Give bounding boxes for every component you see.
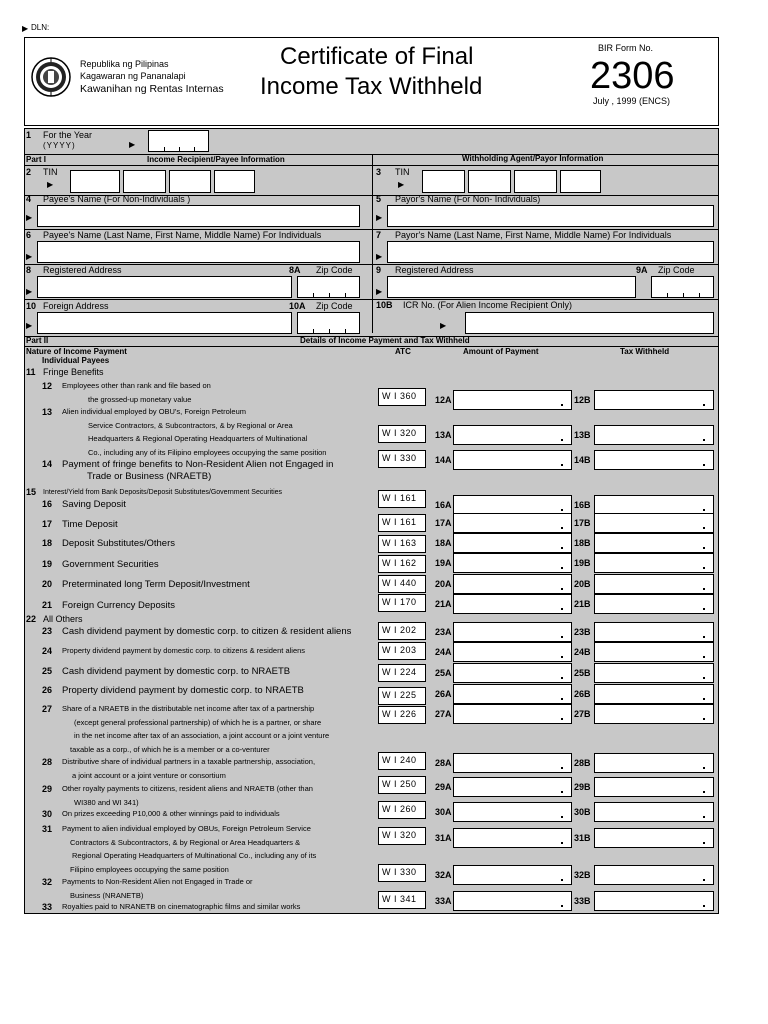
payee-name-nonind-arrow-icon: ▶	[26, 213, 33, 222]
payor-name-nonind-label: Payor's Name (For Non- Individuals)	[395, 194, 541, 204]
group-15-label: Interest/Yield from Bank Deposits/Deposit Substitutes/Government Securities	[43, 489, 283, 496]
row-26-atc: W I 225	[378, 687, 426, 705]
decimal-point	[561, 547, 563, 549]
row-20-desc: Preterminated long Term Deposit/Investment	[62, 579, 250, 590]
row-25-amount-label: 25A	[435, 668, 452, 678]
row-33-amount-input[interactable]	[453, 891, 572, 911]
row-21-tax-input[interactable]	[594, 594, 714, 614]
row-25-desc: Cash dividend payment by domestic corp. to NRAETB	[62, 666, 291, 677]
individual-payees-subheading: Individual Payees	[42, 356, 110, 365]
row-31-desc: Filipino employees occupying the same position	[70, 864, 229, 874]
row-31-amount-label: 31A	[435, 833, 452, 843]
row-28-amount-label: 28A	[435, 758, 452, 768]
row-18-atc: W I 163	[378, 535, 426, 553]
decimal-point	[703, 791, 705, 793]
decimal-point	[561, 677, 563, 679]
item-4-num: 4	[26, 194, 32, 204]
item-1-num: 1	[26, 130, 32, 140]
col-tax-header: Tax Withheld	[620, 347, 670, 356]
row-13-num: 13	[42, 407, 53, 417]
row-33-tax-input[interactable]	[594, 891, 714, 911]
payee-tin-label: TIN	[43, 167, 58, 177]
item-3-num: 3	[376, 167, 382, 177]
part1-right-title: Withholding Agent/Payor Information	[462, 154, 604, 163]
item-9-num: 9	[376, 265, 382, 275]
row-26-amount-input[interactable]	[453, 684, 572, 704]
form-number-label: BIR Form No.	[598, 43, 654, 53]
item-10a-num: 10A	[289, 301, 306, 311]
row-21-amount-label: 21A	[435, 599, 452, 609]
decimal-point	[703, 527, 705, 529]
decimal-point	[561, 404, 563, 406]
icr-arrow-icon: ▶	[440, 321, 447, 330]
row-32-tax-input[interactable]	[594, 865, 714, 885]
decimal-point	[703, 588, 705, 590]
year-format: (YYYY)	[43, 141, 76, 150]
row-12-desc: Employees other than rank and file based on	[62, 381, 211, 390]
row-17-amount-input[interactable]	[453, 513, 572, 533]
form-title-line-2: Income Tax Withheld	[260, 73, 483, 100]
row-24-desc: Property dividend payment by domestic corp. to citizens & resident aliens	[62, 646, 306, 655]
row-23-amount-input[interactable]	[453, 622, 572, 642]
row-13-desc: Co., including any of its Filipino employees occupying the same position	[88, 447, 327, 457]
payor-zip-input[interactable]	[651, 276, 714, 298]
row-30-tax-input[interactable]	[594, 802, 714, 822]
row-14-amount-label: 14A	[435, 455, 452, 465]
group-22-label: All Others	[43, 614, 83, 624]
row-23-desc: Cash dividend payment by domestic corp. to citizen & resident aliens	[62, 626, 352, 637]
row-17-desc: Time Deposit	[62, 519, 118, 530]
decimal-point	[561, 439, 563, 441]
group-15-num: 15	[26, 487, 37, 497]
foreign-address-input[interactable]	[37, 312, 292, 334]
row-28-atc: W I 240	[378, 752, 426, 770]
payee-name-ind-input[interactable]	[37, 241, 360, 263]
payee-address-input[interactable]	[37, 276, 292, 298]
decimal-point	[561, 816, 563, 818]
row-17-atc: W I 161	[378, 514, 426, 532]
row-21-desc: Foreign Currency Deposits	[62, 600, 175, 611]
row-28-num: 28	[42, 757, 53, 767]
payee-name-ind-label: Payee's Name (Last Name, First Name, Middle Name) For Individuals	[43, 230, 322, 240]
row-12-desc: the grossed-up monetary value	[88, 394, 192, 404]
row-27-desc: Share of a NRAETB in the distributable net income after tax of a partnership	[62, 704, 315, 713]
row-32-amount-input[interactable]	[453, 865, 572, 885]
payee-tin-part-3[interactable]	[169, 170, 211, 193]
row-12-tax-label: 12B	[574, 395, 591, 405]
row-12-amount-label: 12A	[435, 395, 452, 405]
row-23-atc: W I 202	[378, 622, 426, 640]
decimal-point	[703, 636, 705, 638]
decimal-point	[703, 509, 705, 511]
row-31-desc: Contractors & Subcontractors, & by Regional or Area Headquarters &	[70, 837, 301, 847]
form-version-date: July , 1999 (ENCS)	[593, 96, 671, 106]
row-33-atc: W I 341	[378, 891, 426, 909]
row-16-desc: Saving Deposit	[62, 499, 126, 510]
item-2-num: 2	[26, 167, 32, 177]
row-23-tax-label: 23B	[574, 627, 591, 637]
icr-input[interactable]	[465, 312, 714, 334]
payor-name-ind-arrow-icon: ▶	[376, 252, 383, 261]
col-nature-header: Nature of Income Payment	[26, 347, 127, 356]
row-13-tax-label: 13B	[574, 430, 591, 440]
row-12-tax-input[interactable]	[594, 390, 714, 410]
part2-title: Details of Income Payment and Tax Withheld	[300, 336, 470, 345]
decimal-point	[561, 698, 563, 700]
row-17-tax-label: 17B	[574, 518, 591, 528]
payee-tin-part-2[interactable]	[123, 170, 166, 193]
row-18-amount-label: 18A	[435, 538, 452, 548]
row-14-desc: Payment of fringe benefits to Non-Resident Alien not Engaged in	[62, 459, 334, 470]
decimal-point	[561, 608, 563, 610]
row-20-num: 20	[42, 579, 53, 589]
payee-address-label: Registered Address	[43, 265, 122, 275]
payor-tin-part-1[interactable]	[422, 170, 465, 193]
row-14-tax-input[interactable]	[594, 450, 714, 470]
decimal-point	[703, 567, 705, 569]
row-12-atc: W I 360	[378, 388, 426, 406]
payor-name-nonind-arrow-icon: ▶	[376, 213, 383, 222]
row-28-desc: Distributive share of individual partners in a taxable partnership, association,	[62, 757, 316, 766]
decimal-point	[561, 718, 563, 720]
part1-label: Part I	[26, 155, 47, 164]
row-18-tax-input[interactable]	[594, 533, 714, 553]
row-16-atc: W I 161	[378, 490, 426, 508]
payor-address-label: Registered Address	[395, 265, 474, 275]
row-14-desc: Trade or Business (NRAETB)	[87, 471, 212, 482]
row-25-amount-input[interactable]	[453, 663, 572, 683]
row-32-tax-label: 32B	[574, 870, 591, 880]
row-13-amount-label: 13A	[435, 430, 452, 440]
row-31-desc: Payment to alien individual employed by OBUs, Foreign Petroleum Service	[62, 824, 311, 833]
foreign-zip-input[interactable]	[297, 312, 360, 334]
row-32-num: 32	[42, 877, 53, 887]
year-label: For the Year	[43, 130, 93, 140]
payee-address-arrow-icon: ▶	[26, 287, 33, 296]
form-title-line-1: Certificate of Final	[280, 43, 474, 70]
row-31-amount-input[interactable]	[453, 828, 572, 848]
decimal-point	[561, 879, 563, 881]
decimal-point	[703, 879, 705, 881]
payor-tin-part-2[interactable]	[468, 170, 511, 193]
row-30-amount-input[interactable]	[453, 802, 572, 822]
row-19-amount-label: 19A	[435, 558, 452, 568]
decimal-point	[561, 636, 563, 638]
row-19-atc: W I 162	[378, 555, 426, 573]
row-26-amount-label: 26A	[435, 689, 452, 699]
item-8-num: 8	[26, 265, 32, 275]
row-27-tax-label: 27B	[574, 709, 591, 719]
row-29-desc: Other royalty payments to citizens, resident aliens and NRAETB (other than	[62, 784, 313, 793]
row-32-atc: W I 330	[378, 864, 426, 882]
foreign-address-label: Foreign Address	[43, 301, 109, 311]
row-20-tax-label: 20B	[574, 579, 591, 589]
row-29-atc: W I 250	[378, 776, 426, 794]
row-18-desc: Deposit Substitutes/Others	[62, 538, 175, 549]
item-5-num: 5	[376, 194, 382, 204]
row-29-num: 29	[42, 784, 53, 794]
payor-address-arrow-icon: ▶	[376, 287, 383, 296]
row-27-desc: taxable as a corp., of which he is a member or a co-venturer	[70, 744, 270, 754]
row-27-desc: (except general professional partnership) of which he is a partner, or share	[74, 717, 322, 727]
year-input[interactable]	[148, 130, 209, 152]
row-24-amount-label: 24A	[435, 647, 452, 657]
decimal-point	[561, 656, 563, 658]
row-27-desc: in the net income after tax of an association, a joint account or a joint venture	[74, 731, 330, 740]
payor-name-nonind-input[interactable]	[387, 205, 714, 227]
row-26-tax-label: 26B	[574, 689, 591, 699]
payor-tin-part-4[interactable]	[560, 170, 601, 193]
row-27-amount-input[interactable]	[453, 704, 572, 724]
row-14-amount-input[interactable]	[453, 450, 572, 470]
row-12-num: 12	[42, 381, 53, 391]
row-30-num: 30	[42, 809, 53, 819]
row-19-tax-label: 19B	[574, 558, 591, 568]
form-number: 2306	[590, 55, 675, 97]
row-28-tax-input[interactable]	[594, 753, 714, 773]
row-23-tax-input[interactable]	[594, 622, 714, 642]
row-21-tax-label: 21B	[574, 599, 591, 609]
row-32-desc: Business (NRANETB)	[70, 890, 144, 900]
payee-name-nonind-label: Payee's Name (For Non-Individuals )	[43, 194, 191, 204]
row-19-desc: Government Securities	[62, 559, 159, 570]
row-16-num: 16	[42, 499, 53, 509]
row-19-num: 19	[42, 559, 53, 569]
row-27-tax-input[interactable]	[594, 704, 714, 724]
row-24-num: 24	[42, 646, 53, 656]
decimal-point	[561, 567, 563, 569]
decimal-point	[703, 816, 705, 818]
row-30-amount-label: 30A	[435, 807, 452, 817]
row-13-desc: Alien individual employed by OBU's, Foreign Petroleum	[62, 407, 247, 416]
payee-tin-part-4[interactable]	[214, 170, 255, 193]
row-33-desc: Royalties paid to NRANETB on cinematographic films and similar works	[62, 902, 301, 911]
row-26-desc: Property dividend payment by domestic corp. to NRAETB	[62, 685, 304, 696]
row-13-atc: W I 320	[378, 425, 426, 443]
row-27-num: 27	[42, 704, 53, 714]
decimal-point	[703, 608, 705, 610]
row-31-tax-input[interactable]	[594, 828, 714, 848]
foreign-zip-label: Zip Code	[316, 301, 353, 311]
payor-tin-arrow-icon: ▶	[398, 180, 405, 189]
row-23-amount-label: 23A	[435, 627, 452, 637]
payee-zip-label: Zip Code	[316, 265, 353, 275]
row-24-atc: W I 203	[378, 642, 426, 660]
row-24-amount-input[interactable]	[453, 642, 572, 662]
row-14-atc: W I 330	[378, 450, 426, 468]
payee-tin-part-1[interactable]	[70, 170, 120, 193]
dln-label: DLN:	[31, 23, 50, 32]
row-20-amount-label: 20A	[435, 579, 452, 589]
decimal-point	[703, 718, 705, 720]
row-13-amount-input[interactable]	[453, 425, 572, 445]
row-16-amount-input[interactable]	[453, 495, 572, 515]
row-27-atc: W I 226	[378, 706, 426, 724]
row-25-num: 25	[42, 666, 53, 676]
payor-name-ind-input[interactable]	[387, 241, 714, 263]
row-20-amount-input[interactable]	[453, 574, 572, 594]
decimal-point	[703, 905, 705, 907]
agency-line-1: Republika ng Pilipinas	[80, 59, 169, 69]
row-13-tax-input[interactable]	[594, 425, 714, 445]
row-29-amount-input[interactable]	[453, 777, 572, 797]
row-30-atc: W I 260	[378, 801, 426, 819]
row-33-amount-label: 33A	[435, 896, 452, 906]
row-16-tax-label: 16B	[574, 500, 591, 510]
decimal-point	[703, 404, 705, 406]
row-30-tax-label: 30B	[574, 807, 591, 817]
row-30-desc: On prizes exceeding P10,000 & other winnings paid to individuals	[62, 809, 280, 818]
decimal-point	[561, 527, 563, 529]
row-20-atc: W I 440	[378, 575, 426, 593]
row-17-num: 17	[42, 519, 53, 529]
payor-address-input[interactable]	[387, 276, 636, 298]
row-25-atc: W I 224	[378, 664, 426, 682]
payee-zip-input[interactable]	[297, 276, 360, 298]
decimal-point	[561, 767, 563, 769]
item-7-num: 7	[376, 230, 382, 240]
row-29-desc: WI380 and WI 341)	[74, 797, 139, 807]
row-23-num: 23	[42, 626, 53, 636]
row-32-amount-label: 32A	[435, 870, 452, 880]
row-25-tax-input[interactable]	[594, 663, 714, 683]
row-20-tax-input[interactable]	[594, 574, 714, 594]
row-21-atc: W I 170	[378, 594, 426, 612]
decimal-point	[561, 791, 563, 793]
decimal-point	[703, 439, 705, 441]
row-21-amount-input[interactable]	[453, 594, 572, 614]
group-11-num: 11	[26, 367, 36, 377]
row-24-tax-label: 24B	[574, 647, 591, 657]
payee-tin-arrow-icon: ▶	[47, 180, 54, 189]
icr-label: ICR No. (For Alien Income Recipient Only)	[403, 300, 573, 310]
row-27-amount-label: 27A	[435, 709, 452, 719]
row-12-amount-input[interactable]	[453, 390, 572, 410]
group-22-num: 22	[26, 614, 37, 624]
payee-name-ind-arrow-icon: ▶	[26, 252, 33, 261]
form-header	[24, 37, 719, 126]
row-29-amount-label: 29A	[435, 782, 452, 792]
row-29-tax-label: 29B	[574, 782, 591, 792]
payor-zip-label: Zip Code	[658, 265, 695, 275]
decimal-point	[703, 464, 705, 466]
row-18-tax-label: 18B	[574, 538, 591, 548]
payee-name-nonind-input[interactable]	[37, 205, 360, 227]
row-14-tax-label: 14B	[574, 455, 591, 465]
row-19-tax-input[interactable]	[594, 553, 714, 573]
year-arrow-icon: ▶	[129, 140, 136, 149]
decimal-point	[703, 547, 705, 549]
part1-left-title: Income Recipient/Payee Information	[147, 155, 285, 164]
row-29-tax-input[interactable]	[594, 777, 714, 797]
row-26-num: 26	[42, 685, 53, 695]
item-10b-num: 10B	[376, 300, 393, 310]
agency-line-2: Kagawaran ng Pananalapi	[80, 71, 186, 81]
payor-tin-part-3[interactable]	[514, 170, 557, 193]
col-atc-header: ATC	[395, 347, 411, 356]
row-28-tax-label: 28B	[574, 758, 591, 768]
agency-line-3: Kawanihan ng Rentas Internas	[80, 83, 224, 95]
bir-seal-icon	[31, 56, 71, 98]
row-18-num: 18	[42, 538, 53, 548]
col-amount-header: Amount of Payment	[463, 347, 539, 356]
decimal-point	[703, 698, 705, 700]
row-31-desc: Regional Operating Headquarters of Multinational Co., including any of its	[72, 851, 317, 860]
decimal-point	[561, 509, 563, 511]
row-13-desc: Service Contractors, & Subcontractors, & by Regional or Area	[88, 420, 293, 430]
payor-tin-label: TIN	[395, 167, 410, 177]
decimal-point	[561, 464, 563, 466]
foreign-address-arrow-icon: ▶	[26, 321, 33, 330]
decimal-point	[561, 905, 563, 907]
row-16-amount-label: 16A	[435, 500, 452, 510]
decimal-point	[703, 677, 705, 679]
row-24-tax-input[interactable]	[594, 642, 714, 662]
row-17-amount-label: 17A	[435, 518, 452, 528]
payor-name-ind-label: Payor's Name (Last Name, First Name, Middle Name) For Individuals	[395, 230, 672, 240]
dln-arrow-icon: ▶	[22, 24, 29, 33]
row-25-tax-label: 25B	[574, 668, 591, 678]
item-6-num: 6	[26, 230, 32, 240]
row-32-desc: Payments to Non-Resident Alien not Engaged in Trade or	[62, 877, 253, 886]
row-33-num: 33	[42, 902, 53, 912]
item-8a-num: 8A	[289, 265, 301, 275]
decimal-point	[703, 842, 705, 844]
row-16-tax-input[interactable]	[594, 495, 714, 515]
row-31-num: 31	[42, 824, 53, 834]
row-26-tax-input[interactable]	[594, 684, 714, 704]
row-21-num: 21	[42, 600, 53, 610]
item-9a-num: 9A	[636, 265, 648, 275]
row-14-num: 14	[42, 459, 53, 469]
row-28-desc: a joint account or a joint venture or consortium	[72, 770, 226, 780]
row-18-amount-input[interactable]	[453, 533, 572, 553]
decimal-point	[703, 767, 705, 769]
part2-label: Part II	[26, 336, 49, 345]
row-31-tax-label: 31B	[574, 833, 591, 843]
row-28-amount-input[interactable]	[453, 753, 572, 773]
decimal-point	[561, 588, 563, 590]
row-31-atc: W I 320	[378, 827, 426, 845]
row-13-desc: Headquarters & Regional Operating Headquarters of Multinational	[88, 434, 308, 443]
item-10-num: 10	[26, 301, 37, 311]
row-17-tax-input[interactable]	[594, 513, 714, 533]
row-33-tax-label: 33B	[574, 896, 591, 906]
decimal-point	[703, 656, 705, 658]
group-11-label: Fringe Benefits	[43, 367, 104, 377]
decimal-point	[561, 842, 563, 844]
row-19-amount-input[interactable]	[453, 553, 572, 573]
